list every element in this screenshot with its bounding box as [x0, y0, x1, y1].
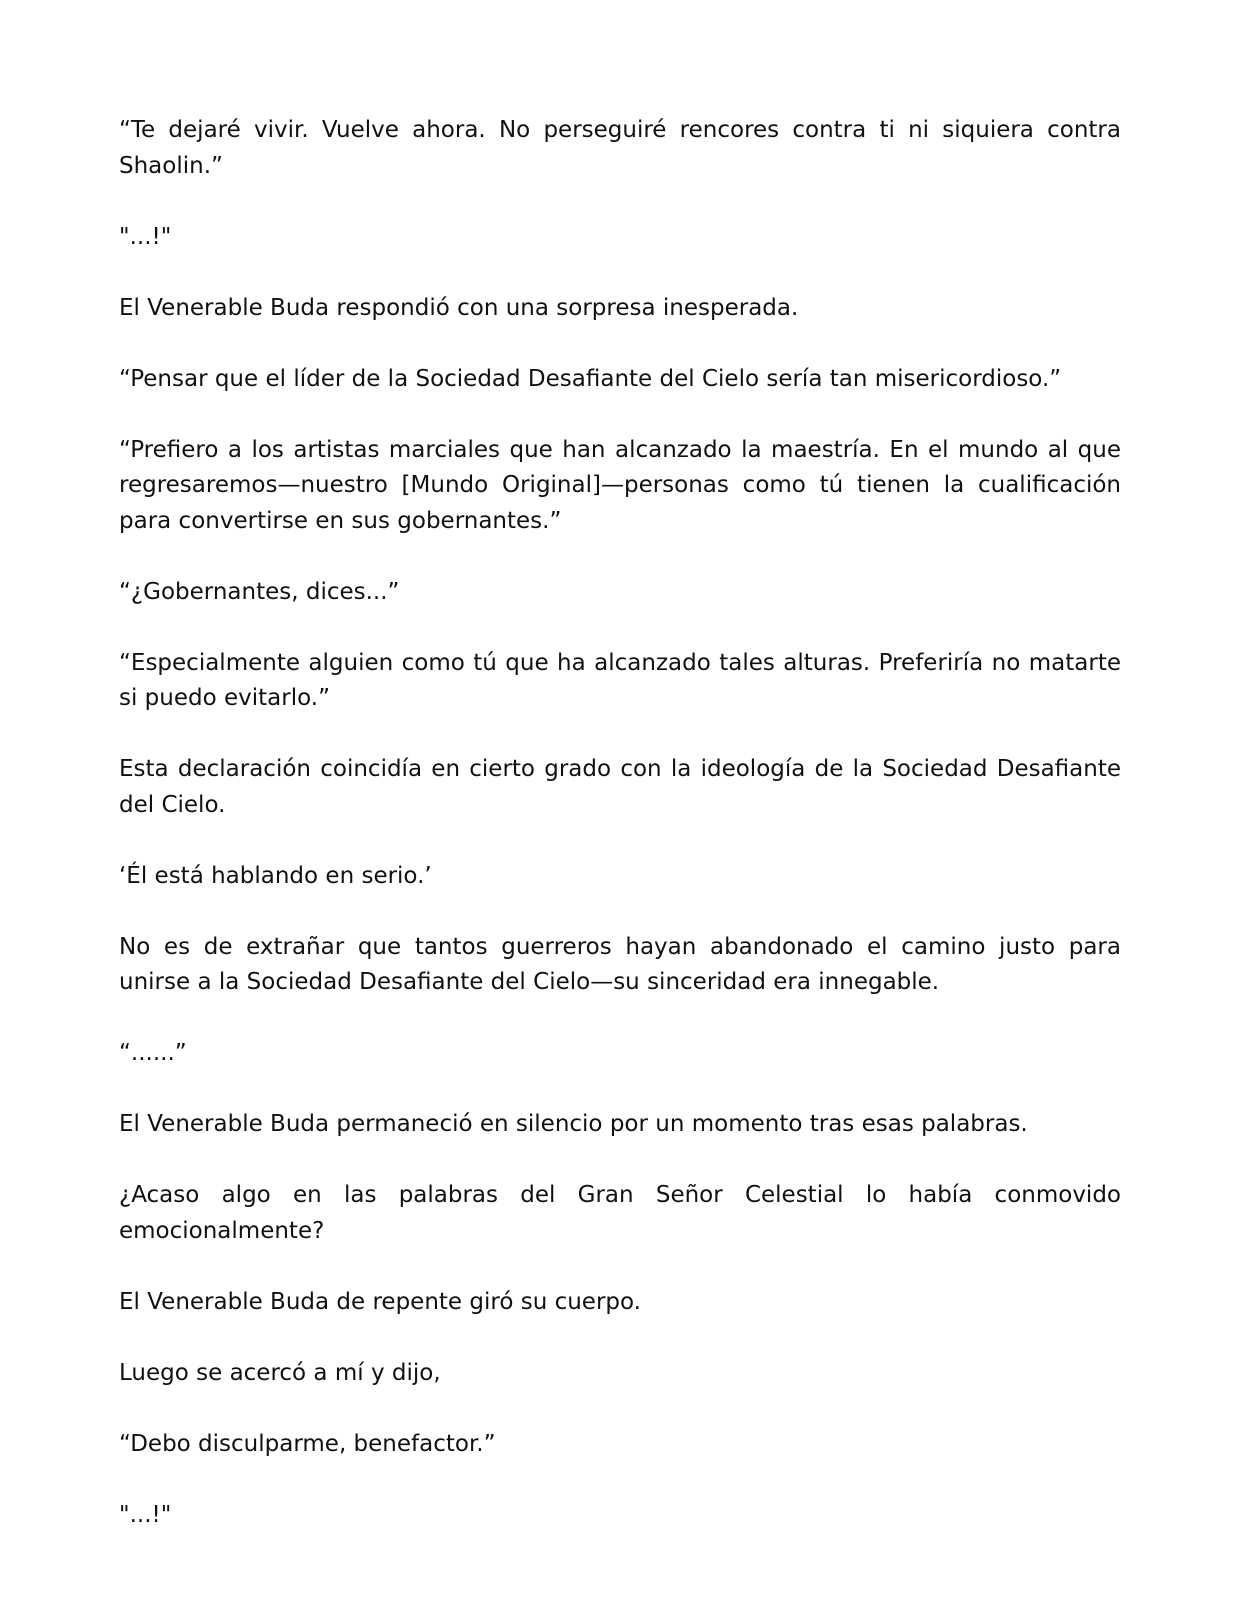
paragraph: El Venerable Buda respondió con una sorpresa inesperada.: [119, 294, 799, 321]
paragraph: No es de extrañar que tantos guerreros hayan abandonado el camino justo para unirse a la Sociedad Desafiante del Cielo—su sinceridad era innegable.: [119, 933, 1121, 995]
paragraph: “......”: [119, 1040, 187, 1066]
paragraph: ‘Él está hablando en serio.’: [119, 862, 432, 889]
document-page: [119, 113, 1121, 1569]
paragraph: “Debo disculparme, benefactor.”: [119, 1430, 496, 1457]
paragraph: Luego se acercó a mí y dijo,: [119, 1359, 441, 1386]
paragraph: El Venerable Buda permaneció en silencio por un momento tras esas palabras.: [119, 1111, 1028, 1137]
paragraph: “Pensar que el líder de la Sociedad Desafiante del Cielo sería tan misericordioso.”: [119, 365, 1062, 392]
paragraph: "...!": [119, 223, 172, 250]
paragraph: "...!": [119, 1501, 172, 1528]
paragraph: “Prefiero a los artistas marciales que han alcanzado la maestría. En el mundo al que regresaremos—nuestro [Mundo Original]—personas como tú tienen la cualificación para convertirse en sus gobernantes.”: [119, 436, 1121, 534]
paragraph: “Te dejaré vivir. Vuelve ahora. No perseguiré rencores contra ti ni siquiera contra Shaolin.”: [119, 117, 1121, 179]
paragraph: “Especialmente alguien como tú que ha alcanzado tales alturas. Preferiría no matarte si puedo evitarlo.”: [119, 649, 1121, 711]
paragraph: El Venerable Buda de repente giró su cuerpo.: [119, 1288, 641, 1315]
paragraph: “¿Gobernantes, dices...”: [119, 578, 400, 605]
paragraph: ¿Acaso algo en las palabras del Gran Señor Celestial lo había conmovido emocionalmente?: [119, 1182, 1121, 1244]
paragraph: Esta declaración coincidía en cierto grado con la ideología de la Sociedad Desafiante del Cielo.: [119, 756, 1121, 818]
